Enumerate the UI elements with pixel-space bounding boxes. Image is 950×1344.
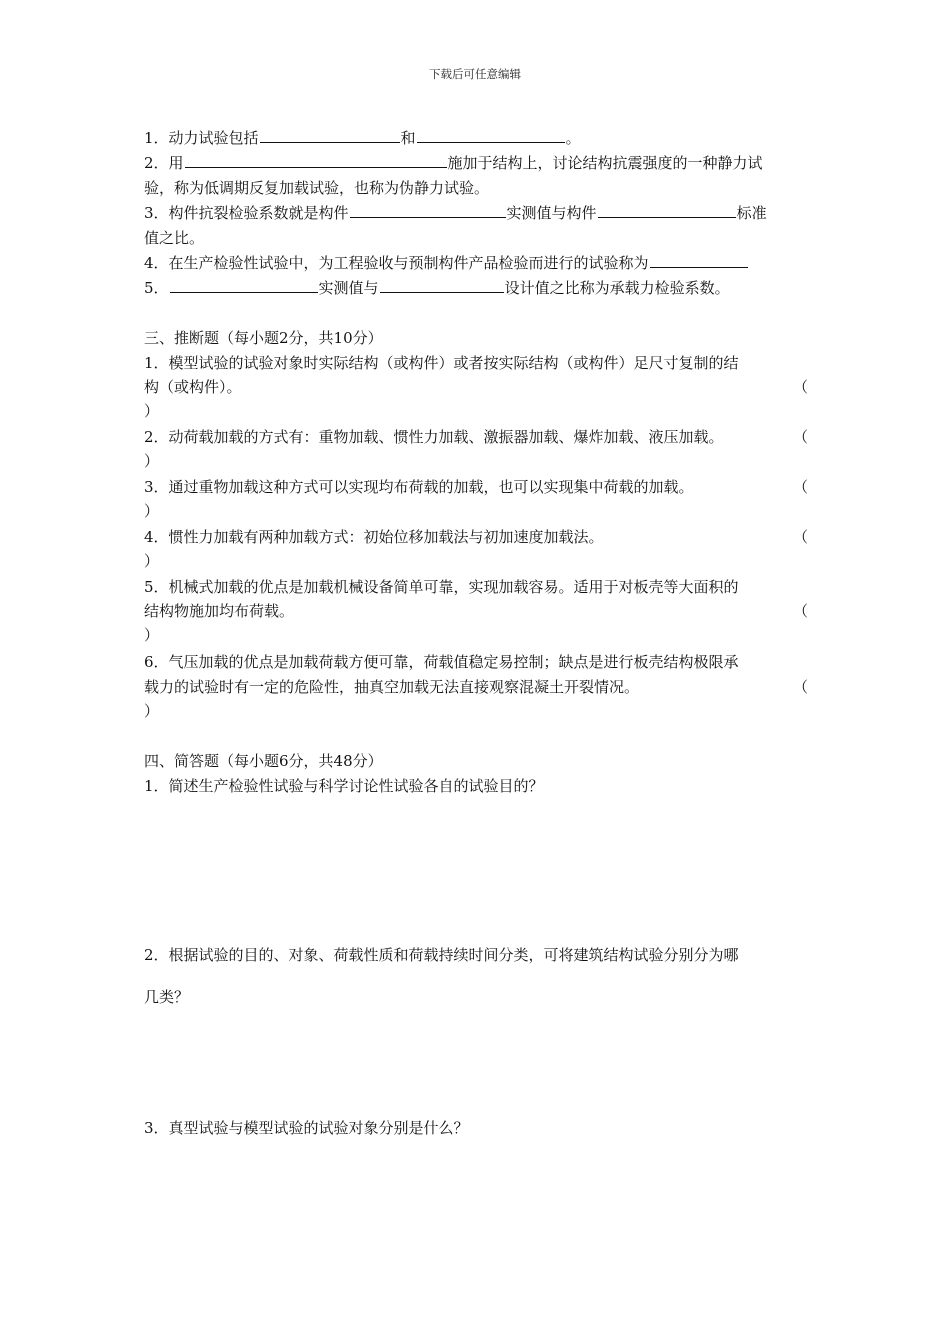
judge-question-2: 2．动荷载加载的方式有：重物加载、惯性力加载、激振器加载、爆炸加载、液压加载。 （ [144,428,808,446]
answer-paren-close: ） [144,402,160,420]
section-3-title: 三、推断题（每小题2分，共10分） [144,329,383,347]
answer-blank[interactable] [417,128,565,143]
fill-question-5: 5． 实测值与 设计值之比称为承载力检验系数。 [144,279,730,297]
answer-blank[interactable] [350,203,506,218]
fill-question-3: 3．构件抗裂检验系数就是构件 实测值与构件 标准 [144,204,767,222]
answer-blank[interactable] [260,128,400,143]
short-question-3: 3．真型试验与模型试验的试验对象分别是什么？ [144,1119,469,1137]
answer-blank[interactable] [185,153,447,168]
judge-question-4: 4．惯性力加载有两种加载方式：初始位移加载法与初加速度加载法。 （ [144,528,808,546]
short-question-2-cont: 几类？ [144,988,190,1006]
judge-question-5-cont: 结构物施加均布荷载。 （ [144,602,808,620]
answer-paren-open[interactable]: （ [792,678,808,696]
section-4-title: 四、简答题（每小题6分，共48分） [144,752,383,770]
answer-paren-open[interactable]: （ [792,378,808,396]
fill-question-1: 1．动力试验包括 和 。 [144,129,581,147]
answer-paren-close: ） [144,502,160,520]
answer-paren-close: ） [144,626,160,644]
answer-paren-close: ） [144,702,160,720]
judge-question-1-cont: 构（或构件）。 （ [144,378,808,396]
short-question-1: 1．简述生产检验性试验与科学讨论性试验各自的试验目的？ [144,777,544,795]
answer-paren-open[interactable]: （ [792,478,808,496]
answer-paren-close: ） [144,552,160,570]
fill-question-2: 2．用 施加于结构上，讨论结构抗震强度的一种静力试 [144,154,763,172]
answer-blank[interactable] [650,253,748,268]
fill-question-2-cont: 验，称为低调期反复加载试验，也称为伪静力试验。 [144,179,490,197]
judge-question-5: 5．机械式加载的优点是加载机械设备简单可靠，实现加载容易。适用于对板壳等大面积的 [144,578,739,596]
short-question-2: 2．根据试验的目的、对象、荷载性质和荷载持续时间分类，可将建筑结构试验分别分为哪 [144,946,739,964]
answer-paren-open[interactable]: （ [792,528,808,546]
answer-paren-open[interactable]: （ [792,602,808,620]
fill-question-3-cont: 值之比。 [144,229,205,247]
answer-paren-open[interactable]: （ [792,428,808,446]
judge-question-6-cont: 载力的试验时有一定的危险性，抽真空加载无法直接观察混凝土开裂情况。 （ [144,678,808,696]
answer-blank[interactable] [598,203,736,218]
judge-question-3: 3．通过重物加载这种方式可以实现均布荷载的加载，也可以实现集中荷载的加载。 （ [144,478,808,496]
judge-question-1: 1．模型试验的试验对象时实际结构（或构件）或者按实际结构（或构件）足尺寸复制的结 [144,354,739,372]
answer-blank[interactable] [380,278,504,293]
judge-question-6: 6．气压加载的优点是加载荷载方便可靠，荷载值稳定易控制；缺点是进行板壳结构极限承 [144,653,739,671]
answer-blank[interactable] [170,278,318,293]
page-header: 下载后可任意编辑 [429,67,521,81]
fill-question-4: 4．在生产检验性试验中，为工程验收与预制构件产品检验而进行的试验称为 [144,253,808,273]
answer-paren-close: ） [144,452,160,470]
